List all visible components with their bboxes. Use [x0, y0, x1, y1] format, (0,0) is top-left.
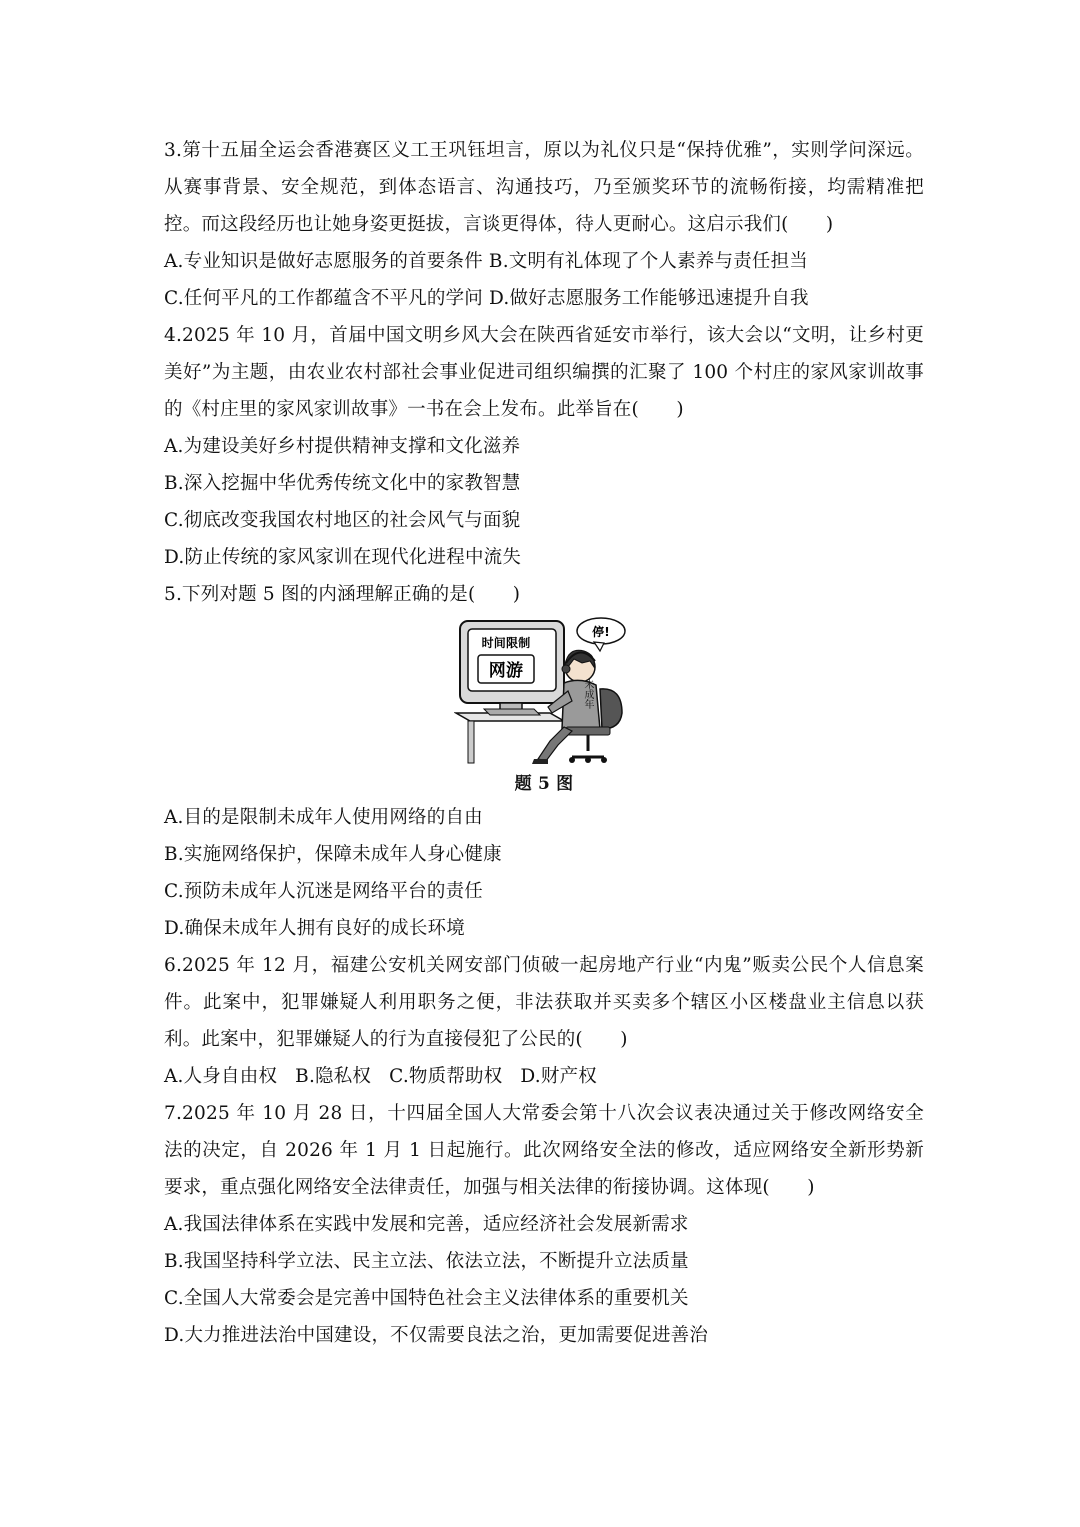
question-4-option-c: C.彻底改变我国农村地区的社会风气与面貌	[164, 510, 521, 531]
question-7-option-a: A.我国法律体系在实践中发展和完善，适应经济社会发展新需求	[164, 1214, 689, 1235]
question-6-option-a: A.人身自由权	[164, 1066, 278, 1087]
question-6-stem: 6.2025 年 12 月，福建公安机关网安部门侦破一起房地产行业“内鬼”贩卖公民个人信息案件。此案中，犯罪嫌疑人利用职务之便，非法获取并买卖多个辖区小区楼盘业主信息以获利。此案中，犯罪嫌疑人的行为直接侵犯了公民的( )	[164, 955, 924, 1050]
question-3-options-line-2: C.任何平凡的工作都蕴含不平凡的学问 D.做好志愿服务工作能够迅速提升自我	[164, 288, 809, 309]
question-6-option-d: D.财产权	[520, 1066, 597, 1087]
question-5-option-c: C.预防未成年人沉迷是网络平台的责任	[164, 881, 483, 902]
question-4-stem: 4.2025 年 10 月，首届中国文明乡风大会在陕西省延安市举行，该大会以“文明，让乡村更美好”为主题，由农业农村部社会事业促进司组织编撰的汇聚了 100 个村庄的家风家训故事的《村庄里的家风家训故事》一书在会上发布。此举旨在( )	[164, 325, 924, 420]
question-3-options-line-1: A.专业知识是做好志愿服务的首要条件 B.文明有礼体现了个人素养与责任担当	[164, 251, 808, 272]
question-3-stem: 3.第十五届全运会香港赛区义工王巩钰坦言，原以为礼仪只是“保持优雅”，实则学问深远。从赛事背景、安全规范，到体态语言、沟通技巧，乃至颁奖环节的流畅衔接，均需精准把控。而这段经历也让她身姿更挺拔，言谈更得体，待人更耐心。这启示我们( )	[164, 140, 924, 235]
question-5-figure	[164, 617, 924, 799]
question-7-option-d: D.大力推进法治中国建设，不仅需要良法之治，更加需要促进善治	[164, 1325, 709, 1346]
question-6-option-c: C.物质帮助权	[389, 1066, 503, 1087]
question-6-options	[164, 1058, 924, 1095]
question-5-option-b: B.实施网络保护，保障未成年人身心健康	[164, 844, 502, 865]
question-4-option-b: B.深入挖掘中华优秀传统文化中的家教智慧	[164, 473, 521, 494]
shirt-label-minor-text: 未成年	[582, 679, 593, 710]
figure-caption: 题 5 图	[514, 774, 574, 794]
question-3	[164, 132, 924, 317]
question-5-option-d: D.确保未成年人拥有良好的成长环境	[164, 918, 465, 939]
question-4-option-a: A.为建设美好乡村提供精神支撑和文化滋养	[164, 436, 521, 457]
speech-bubble-stop: 停!	[592, 625, 610, 639]
question-5-option-a: A.目的是限制未成年人使用网络的自由	[164, 807, 483, 828]
screen-text-time-limit: 时间限制	[481, 636, 531, 650]
question-6	[164, 947, 924, 1095]
question-7-option-c: C.全国人大常委会是完善中国特色社会主义法律体系的重要机关	[164, 1288, 689, 1309]
question-4	[164, 317, 924, 576]
teen-gaming-illustration	[454, 617, 634, 767]
question-5-stem: 5.下列对题 5 图的内涵理解正确的是( )	[164, 584, 521, 605]
question-list	[164, 132, 924, 1354]
question-7	[164, 1095, 924, 1354]
screen-text-online-game: 网游	[488, 661, 524, 681]
question-7-stem: 7.2025 年 10 月 28 日，十四届全国人大常委会第十八次会议表决通过关于修改网络安全法的决定，自 2026 年 1 月 1 日起施行。此次网络安全法的修改，适应网络安全新形势新要求，重点强化网络安全法律责任，加强与相关法律的衔接协调。这体现( )	[164, 1103, 924, 1198]
question-4-option-d: D.防止传统的家风家训在现代化进程中流失	[164, 547, 522, 568]
question-5	[164, 576, 924, 947]
question-7-option-b: B.我国坚持科学立法、民主立法、依法立法，不断提升立法质量	[164, 1251, 689, 1272]
question-6-option-b: B.隐私权	[295, 1066, 372, 1087]
